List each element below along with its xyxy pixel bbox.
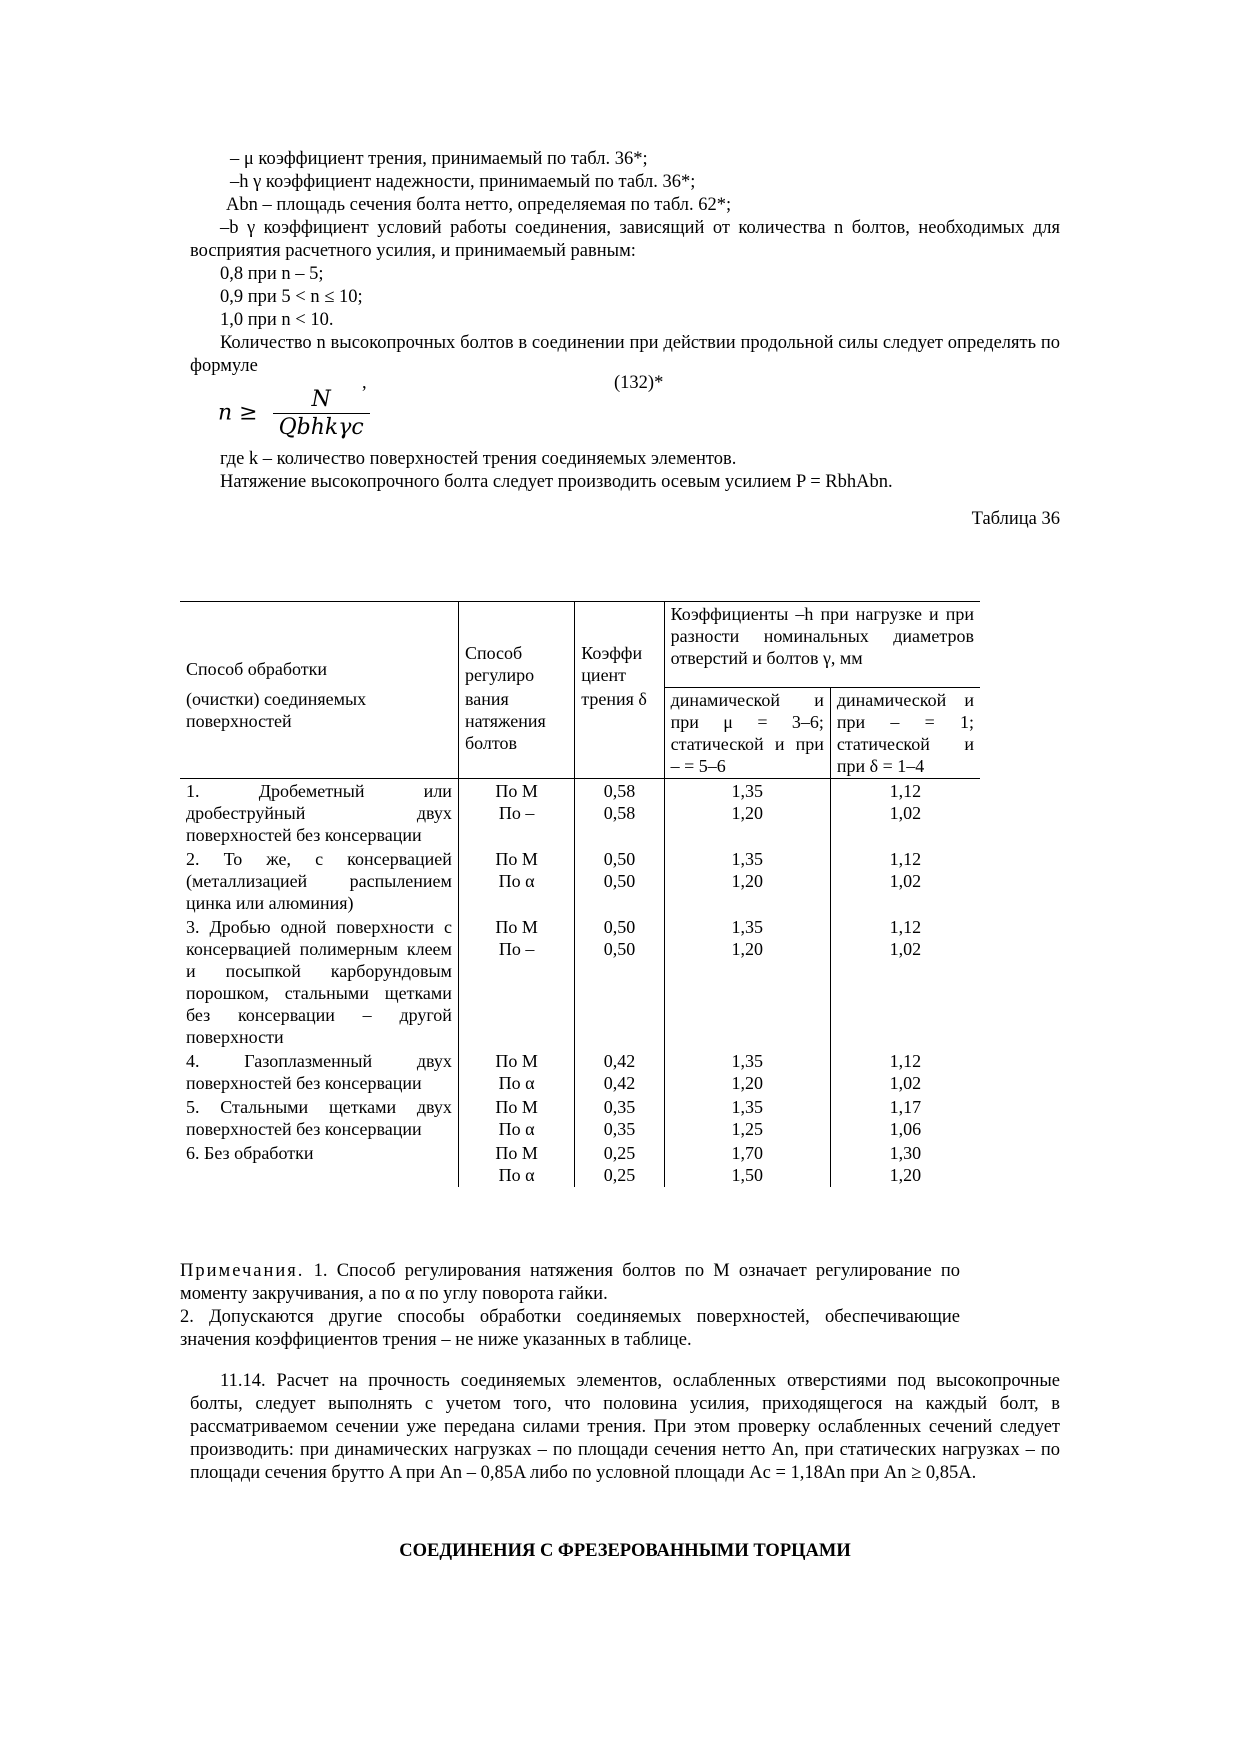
header-sub2: динамической и при – = 1; статической и при δ = 1–4 [830,687,980,778]
g2-a: 1,12 [889,1050,922,1071]
g2-b: 1,02 [889,802,922,823]
case-2: 0,9 при 5 < n ≤ 10; [220,287,363,307]
mu-a: 0,35 [603,1096,636,1117]
g2-b: 1,02 [889,938,922,959]
row-method: 2. То же, с консервацией (металлизацией распылением цинка или алюминия) [186,848,452,913]
row-method: 3. Дробью одной поверхности с консервацией полимерным клеем и посыпкой карборундовым порошком, стальными щетками без консервации – другой поверхности [186,916,452,1047]
mu-b: 0,50 [603,870,636,891]
row-reg [458,778,574,847]
document-page [180,148,1060,1561]
count-intro: Количество n высокопрочных болтов в соединении при действии продольной силы следует определять по формуле [190,333,1060,376]
row-mu [575,1049,664,1095]
reg-m: По M [495,1050,538,1071]
header-method-b: (очистки) соединяемых поверхностей [180,687,458,778]
row-mu [575,1095,664,1141]
row-method: 6. Без обработки [186,1142,314,1163]
header-reg-b: вания натяжения болтов [458,687,574,778]
g1-b: 1,25 [731,1118,763,1139]
g1-a: 1,35 [731,916,763,937]
row-reg [458,1095,574,1141]
header-method-a: Способ обработки [180,602,458,688]
row-g2 [830,1141,980,1187]
reg-m: По M [495,848,538,869]
reg-m: По M [495,780,538,801]
mu-a: 0,50 [603,916,636,937]
table-row [180,1049,980,1095]
def-gamma-b: –b γ коэффициент условий работы соединения, зависящий от количества n болтов, необходимых для восприятия расчетного усилия, и принимаемый равным: [190,218,1060,261]
table-row [180,778,980,847]
row-reg [458,847,574,915]
table-36 [180,601,980,1187]
row-g1 [664,1049,830,1095]
tension-text: Натяжение высокопрочного болта следует производить осевым усилием P = RbhAbn. [220,472,893,492]
mu-a: 0,42 [603,1050,636,1071]
g2-b: 1,20 [889,1164,922,1185]
reg-b: По α [498,1118,535,1139]
mu-b: 0,42 [603,1072,636,1093]
reg-m: По M [495,1142,538,1163]
row-mu [575,778,664,847]
header-mu-b: трения δ [575,687,664,778]
table-row [180,1141,980,1187]
g2-a: 1,12 [889,916,922,937]
row-reg [458,1141,574,1187]
mu-b: 0,35 [603,1118,636,1139]
row-mu [575,1141,664,1187]
g2-a: 1,12 [889,848,922,869]
table-title: Таблица 36 [971,509,1060,529]
section-heading: СОЕДИНЕНИЯ С ФРЕЗЕРОВАННЫМИ ТОРЦАМИ [399,1541,851,1561]
formula [218,388,370,439]
g1-b: 1,20 [731,1072,763,1093]
def-abn: Abn – площадь сечения болта нетто, определяемая по табл. 62*; [226,195,732,215]
note-1 [180,1260,960,1306]
formula-block [190,373,1060,448]
row-g1 [664,778,830,847]
g2-a: 1,17 [889,1096,922,1117]
table-row [180,1095,980,1141]
def-gamma-h: –h γ коэффициент надежности, принимаемый по табл. 36*; [230,172,696,192]
formula-fraction [273,388,370,439]
where-k: где k – количество поверхностей трения соединяемых элементов. [220,449,737,469]
def-mu: – μ коэффициент трения, принимаемый по табл. 36*; [230,149,648,169]
mu-a: 0,50 [603,848,636,869]
mu-b: 0,58 [603,802,636,823]
g1-b: 1,20 [731,938,763,959]
reg-b: По α [498,1164,535,1185]
mu-b: 0,50 [603,938,636,959]
reg-m: По M [495,1096,538,1117]
g2-b: 1,02 [889,870,922,891]
g1-b: 1,20 [731,802,763,823]
reg-b: По – [498,802,535,823]
g1-b: 1,50 [731,1164,763,1185]
row-mu [575,915,664,1049]
row-g2 [830,778,980,847]
table-row [180,847,980,915]
notes-label: Примечания. [180,1261,305,1281]
para-11-14: 11.14. Расчет на прочность соединяемых элементов, ослабленных отверстиями под высокопрочные болты, следует выполнять с учетом того, что половина усилия, приходящегося на каждый болт, в рассматриваемом сечении уже передана силами трения. При этом проверку ослабленных сечений следует производить: при динамических нагрузках – по площади сечения нетто An, при статических нагрузках – по площади сечения брутто A при An – 0,85A либо по условной площади Ac = 1,18An при An ≥ 0,85A. [190,1371,1060,1483]
g1-a: 1,35 [731,848,763,869]
note-2: 2. Допускаются другие способы обработки соединяемых поверхностей, обеспечивающие значения коэффициентов трения – не ниже указанных в таблице. [180,1307,960,1350]
case-1: 0,8 при n – 5; [220,264,324,284]
row-g1 [664,915,830,1049]
row-g1 [664,1095,830,1141]
row-method: 1. Дробеметный или дробеструйный двух поверхностей без консервации [186,780,452,845]
row-g1 [664,1141,830,1187]
header-gamma: Коэффициенты –h при нагрузке и при разности номинальных диаметров отверстий и болтов γ, мм [664,602,980,688]
row-reg [458,1049,574,1095]
reg-m: По M [495,916,538,937]
row-reg [458,915,574,1049]
row-g2 [830,1049,980,1095]
mu-a: 0,25 [603,1142,636,1163]
row-g2 [830,1095,980,1141]
header-mu-a: Коэффи циент [575,602,664,688]
table-header-row [180,602,980,688]
row-method: 5. Стальными щетками двух поверхностей без консервации [186,1096,452,1139]
note-1-text: 1. Способ регулирования натяжения болтов по M означает регулирование по моменту закручивания, а по α по углу поворота гайки. [180,1261,961,1304]
g1-a: 1,35 [731,1096,763,1117]
g2-a: 1,30 [889,1142,922,1163]
row-g2 [830,915,980,1049]
row-g2 [830,847,980,915]
mu-b: 0,25 [603,1164,636,1185]
g1-b: 1,20 [731,870,763,891]
g1-a: 1,35 [731,780,763,801]
header-sub1: динамической и при μ = 3–6; статической и при – = 5–6 [664,687,830,778]
reg-b: По α [498,1072,535,1093]
reg-b: По α [498,870,535,891]
g2-b: 1,06 [889,1118,922,1139]
table-notes [180,1260,960,1352]
row-method: 4. Газоплазменный двух поверхностей без консервации [186,1050,452,1093]
table-subheader-row [180,687,980,778]
formula-number: (132)* [614,373,664,393]
formula-comma: , [362,373,367,393]
row-g1 [664,847,830,915]
header-reg-a: Способ регулиро [458,602,574,688]
table-row [180,915,980,1049]
formula-numerator: N [273,388,370,414]
reg-b: По – [498,938,535,959]
row-mu [575,847,664,915]
g1-a: 1,35 [731,1050,763,1071]
formula-denominator: Qbhkγc [278,415,364,440]
case-3: 1,0 при n < 10. [220,310,334,330]
formula-lhs: n ≥ [218,400,258,426]
g2-a: 1,12 [889,780,922,801]
g2-b: 1,02 [889,1072,922,1093]
g1-a: 1,70 [731,1142,763,1163]
mu-a: 0,58 [603,780,636,801]
